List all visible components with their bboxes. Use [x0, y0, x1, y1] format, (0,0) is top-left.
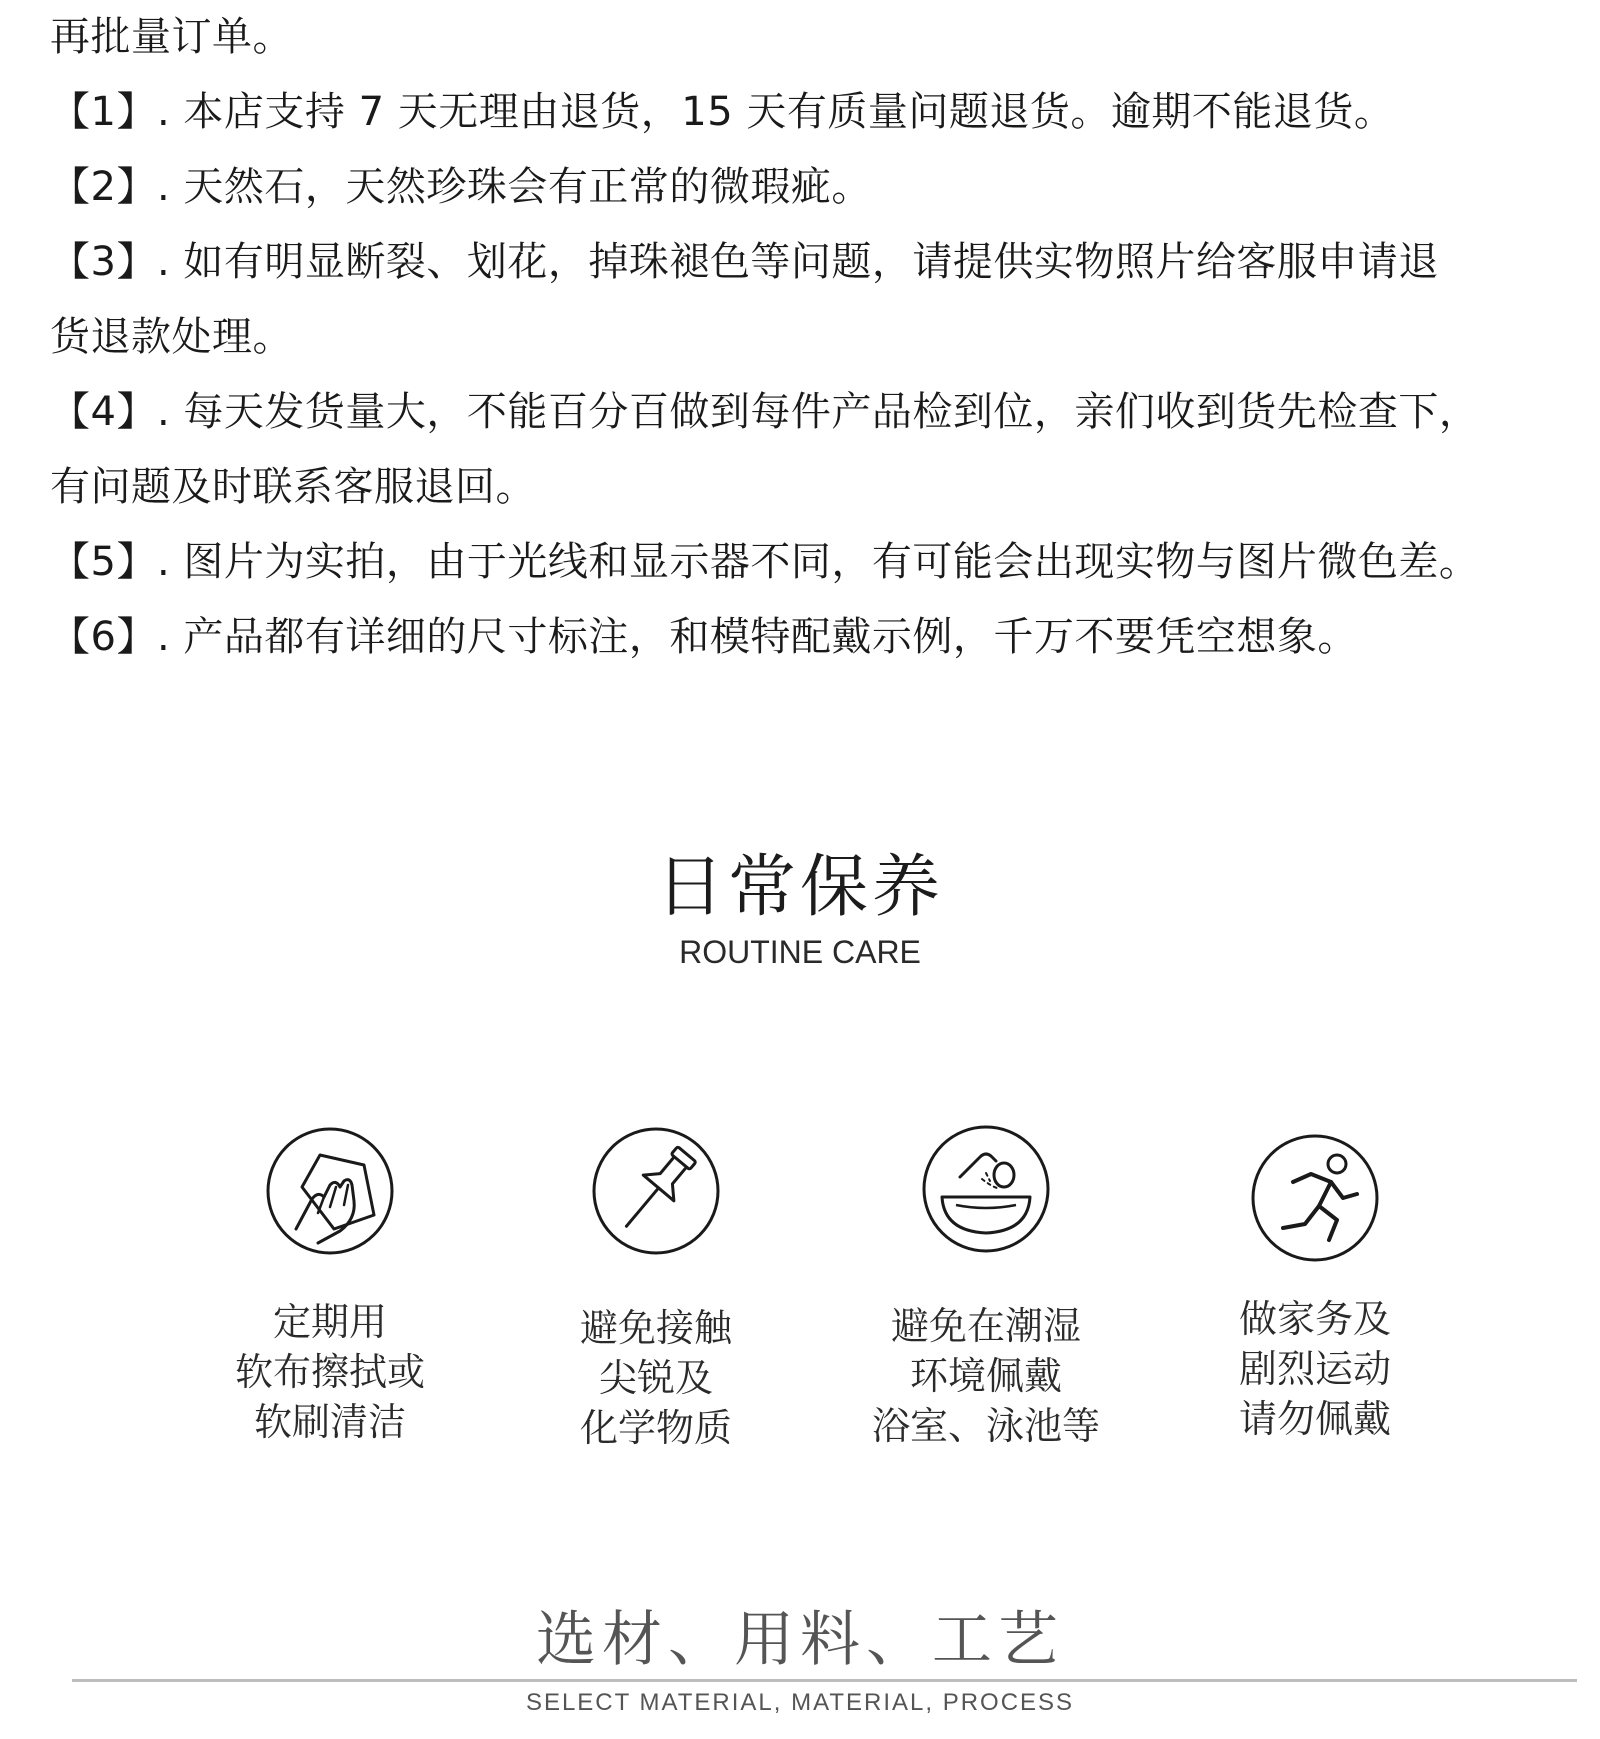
- care-item-line: 尖锐及: [598, 1356, 713, 1400]
- routine-care-subtitle: ROUTINE CARE: [679, 934, 921, 970]
- notice-line: 有问题及时联系客服退回。: [50, 464, 536, 510]
- care-item-line: 剧烈运动: [1238, 1347, 1391, 1391]
- return-policy-notice: [50, 0, 1550, 675]
- materials-title: 选材、用料、工艺: [536, 1605, 1064, 1675]
- notice-line: 【3】. 如有明显断裂、划花，掉珠褪色等问题，请提供实物照片给客服申请退: [50, 239, 1439, 285]
- care-item-line: 请勿佩戴: [1238, 1397, 1391, 1441]
- care-item-line: 软布擦拭或: [234, 1350, 425, 1394]
- care-item-humid: [846, 1123, 1126, 1451]
- care-item-line: 避免接触: [579, 1306, 732, 1350]
- notice-line: 货退款处理。: [50, 314, 293, 360]
- care-item-text: [1175, 1294, 1455, 1444]
- notice-line: 【1】. 本店支持 7 天无理由退货，15 天有质量问题退货。逾期不能退货。: [50, 89, 1395, 135]
- notice-line: 【6】. 产品都有详细的尺寸标注，和模特配戴示例，千万不要凭空想象。: [50, 614, 1358, 660]
- care-item-text: [846, 1301, 1126, 1451]
- hand-wipe-cloth-icon: [264, 1125, 396, 1257]
- care-item-text: [516, 1303, 796, 1453]
- care-item-line: 避免在潮湿: [890, 1304, 1081, 1348]
- care-item-text: [190, 1297, 470, 1447]
- care-item-wipe: [190, 1125, 470, 1447]
- care-item-activity: [1175, 1132, 1455, 1444]
- care-item-line: 化学物质: [579, 1406, 732, 1450]
- notice-line: 【4】. 每天发货量大，不能百分百做到每件产品检到位，亲们收到货先检查下，: [50, 389, 1480, 435]
- care-item-line: 做家务及: [1238, 1297, 1391, 1341]
- routine-care-title: 日常保养: [655, 848, 944, 927]
- notice-line: 再批量订单。: [50, 14, 293, 60]
- push-pin-icon: [590, 1125, 722, 1257]
- notice-line: 【2】. 天然石，天然珍珠会有正常的微瑕疵。: [50, 164, 872, 210]
- care-item-line: 环境佩戴: [909, 1354, 1062, 1398]
- care-item-line: 浴室、泳池等: [871, 1404, 1100, 1448]
- care-item-line: 定期用: [272, 1300, 387, 1344]
- shower-bath-icon: [920, 1123, 1052, 1255]
- materials-divider: [72, 1679, 1577, 1682]
- notice-line: 【5】. 图片为实拍，由于光线和显示器不同，有可能会出现实物与图片微色差。: [50, 539, 1480, 585]
- care-item-line: 软刷清洁: [253, 1400, 406, 1444]
- materials-subtitle: SELECT MATERIAL, MATERIAL, PROCESS: [525, 1689, 1075, 1716]
- care-item-sharp: [516, 1125, 796, 1453]
- running-person-icon: [1249, 1132, 1381, 1264]
